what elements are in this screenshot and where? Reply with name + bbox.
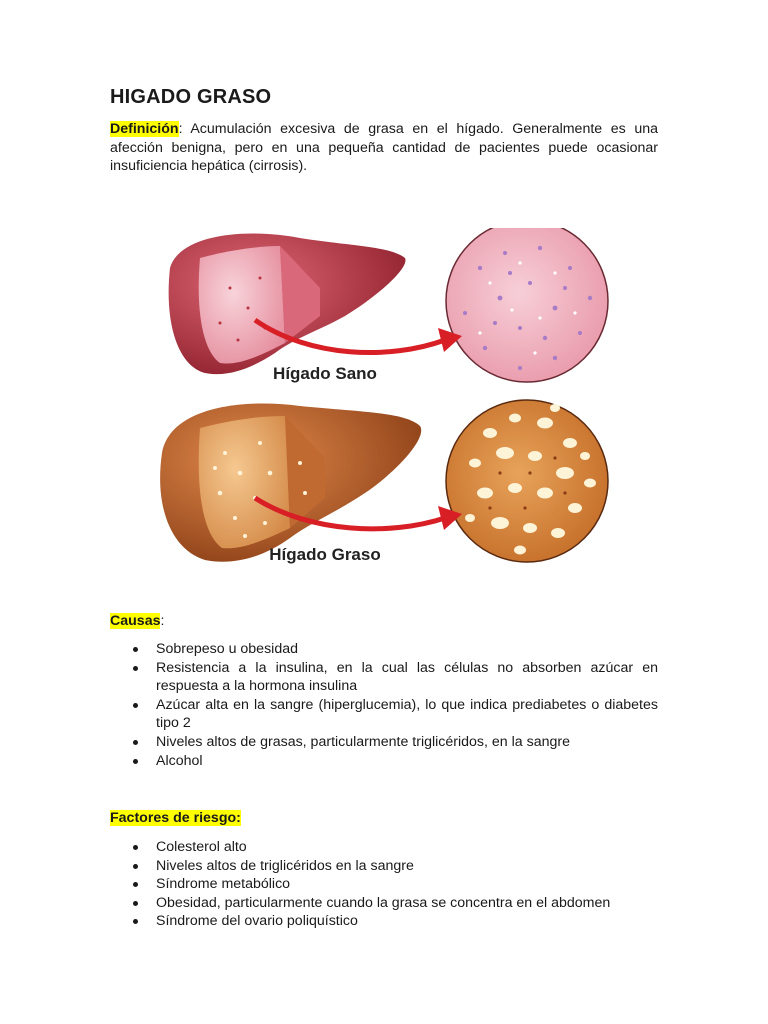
list-item: Síndrome del ovario poliquístico — [110, 912, 658, 931]
causas-heading — [110, 612, 164, 630]
definition-text: : Acumulación excesiva de grasa en el hígado. Generalmente es una afección benigna, pero en una pequeña cantidad de pacientes puede ocasionar insuficiencia hepática (cirrosis). — [110, 121, 658, 174]
list-item: Obesidad, particularmente cuando la grasa se concentra en el abdomen — [110, 894, 658, 913]
page-title: HIGADO GRASO — [110, 86, 272, 108]
list-item: Sobrepeso u obesidad — [110, 640, 658, 659]
fatty-liver-label: Hígado Graso — [269, 545, 381, 564]
healthy-liver-label: Hígado Sano — [273, 364, 377, 383]
list-item: Resistencia a la insulina, en la cual las células no absorben azúcar en respuesta a la hormona insulina — [110, 659, 658, 696]
fatty-liver-icon — [160, 403, 421, 561]
definition-paragraph — [110, 120, 658, 176]
list-item: Niveles altos de grasas, particularmente triglicéridos, en la sangre — [110, 733, 658, 752]
definition-label: Definición — [110, 121, 179, 137]
factores-label: Factores de riesgo: — [110, 810, 241, 826]
causas-suffix: : — [160, 613, 165, 629]
causas-label: Causas — [110, 613, 161, 629]
healthy-tissue-icon — [446, 228, 608, 382]
list-item: Colesterol alto — [110, 838, 658, 857]
list-item: Alcohol — [110, 752, 658, 771]
causas-list — [110, 640, 658, 770]
list-item: Niveles altos de triglicéridos en la sangre — [110, 857, 658, 876]
factores-list — [110, 838, 658, 931]
list-item: Azúcar alta en la sangre (hiperglucemia), lo que indica prediabetes o diabetes tipo 2 — [110, 696, 658, 733]
list-item: Síndrome metabólico — [110, 875, 658, 894]
liver-comparison-illustration — [160, 228, 610, 568]
factores-heading — [110, 809, 241, 827]
fatty-tissue-icon — [446, 400, 608, 562]
